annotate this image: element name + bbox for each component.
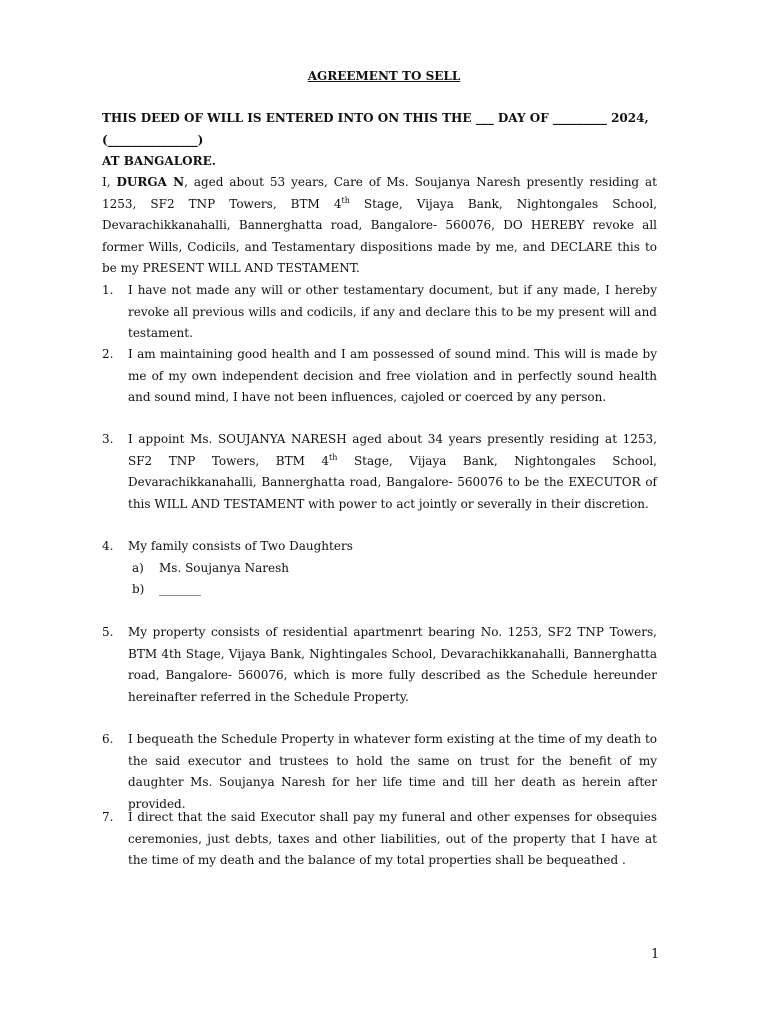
clause-text: My property consists of residential apartmenrt bearing No. 1253, SF2 TNP Towers, BTM 4th Stage, Vijaya Bank, Nightingales School, Devarachikkanahalli, Bannerghatta road, Bangalore- 560076, which is more fully described as the Schedule hereunder hereinafter referred in the Schedule Property. <box>128 625 657 704</box>
clause-4 <box>102 536 657 601</box>
document-title: AGREEMENT TO SELL <box>307 69 461 83</box>
clause-number: 4. <box>102 539 114 553</box>
intro-text-1: , aged about 53 years, Care of Ms. Soujanya Naresh presently residing at 1253, SF2 TNP Towers, BTM 4 <box>102 175 657 211</box>
clause-number: 1. <box>102 283 114 297</box>
sub-item-text: Ms. Soujanya Naresh <box>159 560 289 575</box>
clause-7 <box>102 807 657 872</box>
clause-number: 6. <box>102 732 114 746</box>
clause-2 <box>102 344 657 409</box>
testator-name: DURGA N <box>116 175 185 189</box>
clause-text: I am maintaining good health and I am possessed of sound mind. This will is made by me of my own independent decision and free violation and in perfectly sound health and sound mind, I have not been influences, cajoled or coerced by any person. <box>128 347 657 404</box>
intro-superscript: th <box>341 195 350 205</box>
sub-item-a <box>132 558 657 580</box>
clause-text: I have not made any will or other testamentary document, but if any made, I hereby revoke all previous wills and codicils, if any and declare this to be my present will and testament. <box>128 283 657 340</box>
clause-5 <box>102 622 657 708</box>
clause-4-text: My family consists of Two Daughters <box>128 539 353 553</box>
intro-prefix: I, <box>102 175 117 189</box>
deed-heading-line-1: THIS DEED OF WILL IS ENTERED INTO ON THIS THE ___ DAY OF _________ 2024, (_______________) <box>102 111 649 147</box>
clause-text: I bequeath the Schedule Property in whatever form existing at the time of my death to the said executor and trustees to hold the same on trust for the benefit of my daughter Ms. Soujanya Naresh for her life time and till her death as herein after provided. <box>128 732 657 811</box>
intro-paragraph <box>102 172 657 280</box>
clause-number: 2. <box>102 347 114 361</box>
clause-6 <box>102 729 657 815</box>
sub-item-text: _______ <box>159 582 201 596</box>
clause-text: I direct that the said Executor shall pay my funeral and other expenses for obsequies ceremonies, just debts, taxes and other liabilities, out of the property that I have at the time of my death and the balance of my total properties shall be bequeathed . <box>128 810 657 867</box>
clause-3-text-2: Stage, Vijaya Bank, Nightongales School, Devarachikkanahalli, Bannerghatta road, Bangalore- 560076 to be the EXECUTOR of this WILL AND TESTAMENT with power to act jointly or severally in their discretion. <box>128 453 658 511</box>
clause-number: 5. <box>102 625 114 639</box>
sub-item-label: b) <box>132 582 145 596</box>
clause-text <box>128 429 657 515</box>
clause-3-superscript: th <box>329 452 338 462</box>
sub-item-b <box>132 579 657 601</box>
deed-heading-line-2: AT BANGALORE. <box>102 154 216 168</box>
clause-1 <box>102 280 657 345</box>
page-number: 1 <box>651 947 660 962</box>
sub-item-label: a) <box>132 560 144 575</box>
clause-3 <box>102 429 657 515</box>
deed-heading <box>102 108 657 173</box>
clause-text <box>128 536 657 601</box>
intro-text-2: Stage, Vijaya Bank, Nightongales School, Devarachikkanahalli, Bannerghatta road, Bangalore- 560076, DO HEREBY revoke all former Wills, Codicils, and Testamentary dispositions made by me, and DECLARE this to be my PRESENT WILL AND TESTAMENT. <box>102 196 658 275</box>
clause-number: 3. <box>102 432 114 446</box>
clause-3-text-1: I appoint Ms. SOUJANYA NARESH aged about 34 years presently residing at 1253, SF2 TNP Towers, BTM 4 <box>128 432 657 468</box>
clause-number: 7. <box>102 810 114 824</box>
